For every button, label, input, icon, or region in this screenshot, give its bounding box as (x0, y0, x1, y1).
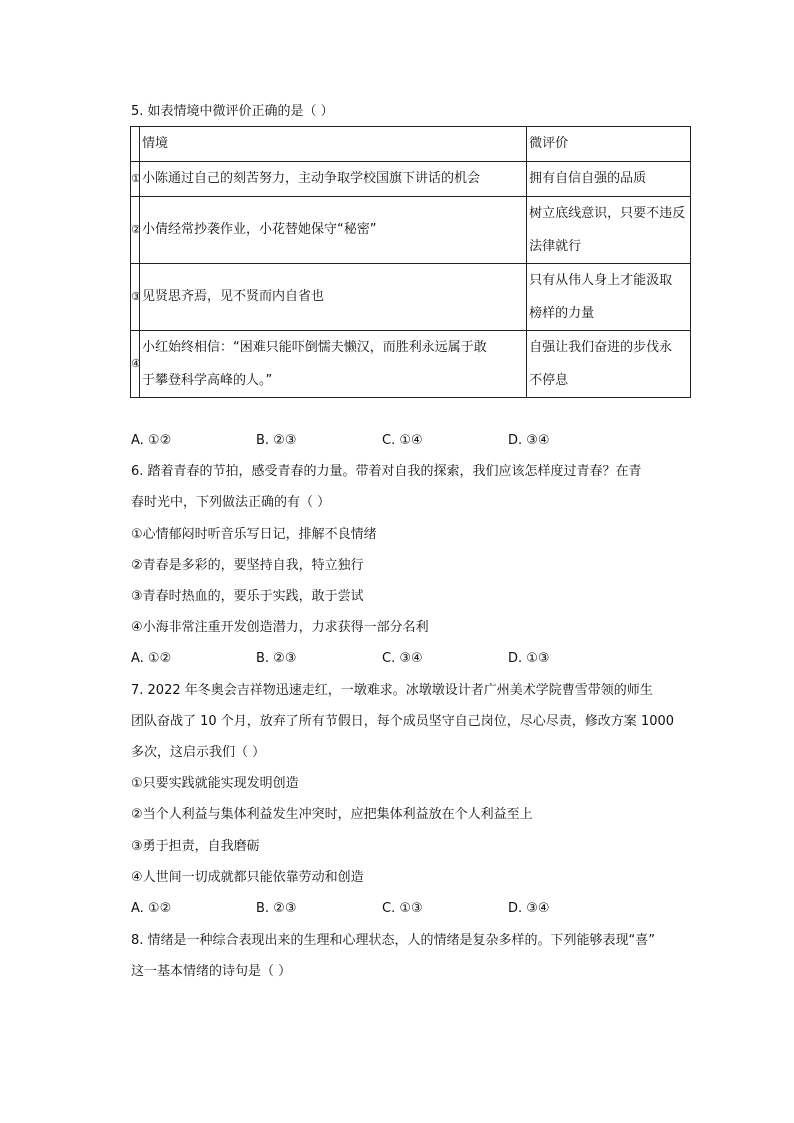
row-num: ① (131, 162, 140, 197)
evaluation-line: 榜样的力量 (529, 306, 595, 321)
row-situation: 小陈通过自己的刻苦努力，主动争取学校国旗下讲话的机会 (140, 162, 527, 197)
q7-stem-line: 7. 2022 年冬奥会吉祥物迅速走红，一墩难求。冰墩墩设计者广州美术学院曹雪带领的师生 (131, 683, 653, 698)
option-a: A. ①② (131, 901, 172, 916)
situation-line: 小红始终相信：“困难只能吓倒懦夫懒汉，而胜利永远属于敢 (142, 340, 487, 355)
q8-stem-line: 这一基本情绪的诗句是（ ） (131, 964, 292, 979)
option-a: A. ①② (131, 651, 172, 666)
table-row (131, 162, 691, 197)
table-header-row (131, 127, 691, 162)
table-row (131, 197, 691, 264)
row-evaluation (527, 264, 691, 331)
q7-stem-line: 团队奋战了 10 个月，放弃了所有节假日，每个成员坚守自己岗位，尽心尽责，修改方案 1000 (131, 714, 675, 729)
q6-options (131, 650, 691, 668)
row-num: ② (131, 197, 140, 264)
option-b: B. ②③ (256, 651, 297, 666)
option-d: D. ③④ (508, 901, 550, 916)
q7-item: ②当个人利益与集体利益发生冲突时，应把集体利益放在个人利益至上 (131, 807, 533, 822)
q5-options (131, 432, 691, 450)
q6-item: ①心情郁闷时听音乐写日记，排解不良情绪 (131, 527, 377, 542)
row-num: ③ (131, 264, 140, 331)
row-evaluation (527, 331, 691, 398)
header-num-cell (131, 127, 140, 162)
row-situation: 小倩经常抄袭作业，小花替她保守“秘密” (140, 197, 527, 264)
option-a: A. ①② (131, 433, 172, 448)
option-b: B. ②③ (256, 901, 297, 916)
evaluation-line: 法律就行 (529, 239, 582, 254)
option-c: C. ③④ (382, 651, 423, 666)
row-num: ④ (131, 331, 140, 398)
option-c: C. ①④ (382, 433, 423, 448)
evaluation-line: 不停息 (529, 373, 569, 388)
q7-item: ③勇于担责，自我磨砺 (131, 839, 260, 854)
option-d: D. ①③ (508, 651, 550, 666)
table-row (131, 264, 691, 331)
row-situation: 见贤思齐焉，见不贤而内自省也 (140, 264, 527, 331)
row-situation (140, 331, 527, 398)
evaluation-line: 自强让我们奋进的步伐永 (529, 340, 673, 355)
evaluation-line: 只有从伟人身上才能汲取 (529, 273, 673, 288)
q6-item: ②青春是多彩的，要坚持自我，特立独行 (131, 558, 364, 573)
q6-stem-line: 春时光中，下列做法正确的有（ ） (131, 495, 331, 510)
option-d: D. ③④ (508, 433, 550, 448)
row-evaluation: 拥有自信自强的品质 (527, 162, 691, 197)
q6-item: ④小海非常注重开发创造潜力，力求获得一部分名利 (131, 620, 429, 635)
q7-stem-line: 多次，这启示我们（ ） (131, 745, 266, 760)
evaluation-line: 树立底线意识，只要不违反 (529, 206, 686, 221)
table-row (131, 331, 691, 398)
situation-line: 于攀登科学高峰的人。” (142, 373, 273, 388)
q7-item: ①只要实践就能实现发明创造 (131, 776, 299, 791)
q8-stem-line: 8. 情绪是一种综合表现出来的生理和心理状态，人的情绪是复杂多样的。下列能够表现“喜” (131, 933, 656, 948)
q6-stem-line: 6. 踏着青春的节拍，感受青春的力量。带着对自我的探索，我们应该怎样度过青春？在青 (131, 464, 642, 479)
header-situation: 情境 (140, 127, 527, 162)
q5-table (130, 126, 691, 398)
q6-item: ③青春时热血的，要乐于实践，敢于尝试 (131, 589, 364, 604)
q7-item: ④人世间一切成就都只能依靠劳动和创造 (131, 870, 364, 885)
option-b: B. ②③ (256, 433, 297, 448)
option-c: C. ①③ (382, 901, 423, 916)
row-evaluation (527, 197, 691, 264)
header-evaluation: 微评价 (527, 127, 691, 162)
q5-stem: 5. 如表情境中微评价正确的是（ ） (131, 104, 334, 119)
q7-options (131, 900, 691, 918)
